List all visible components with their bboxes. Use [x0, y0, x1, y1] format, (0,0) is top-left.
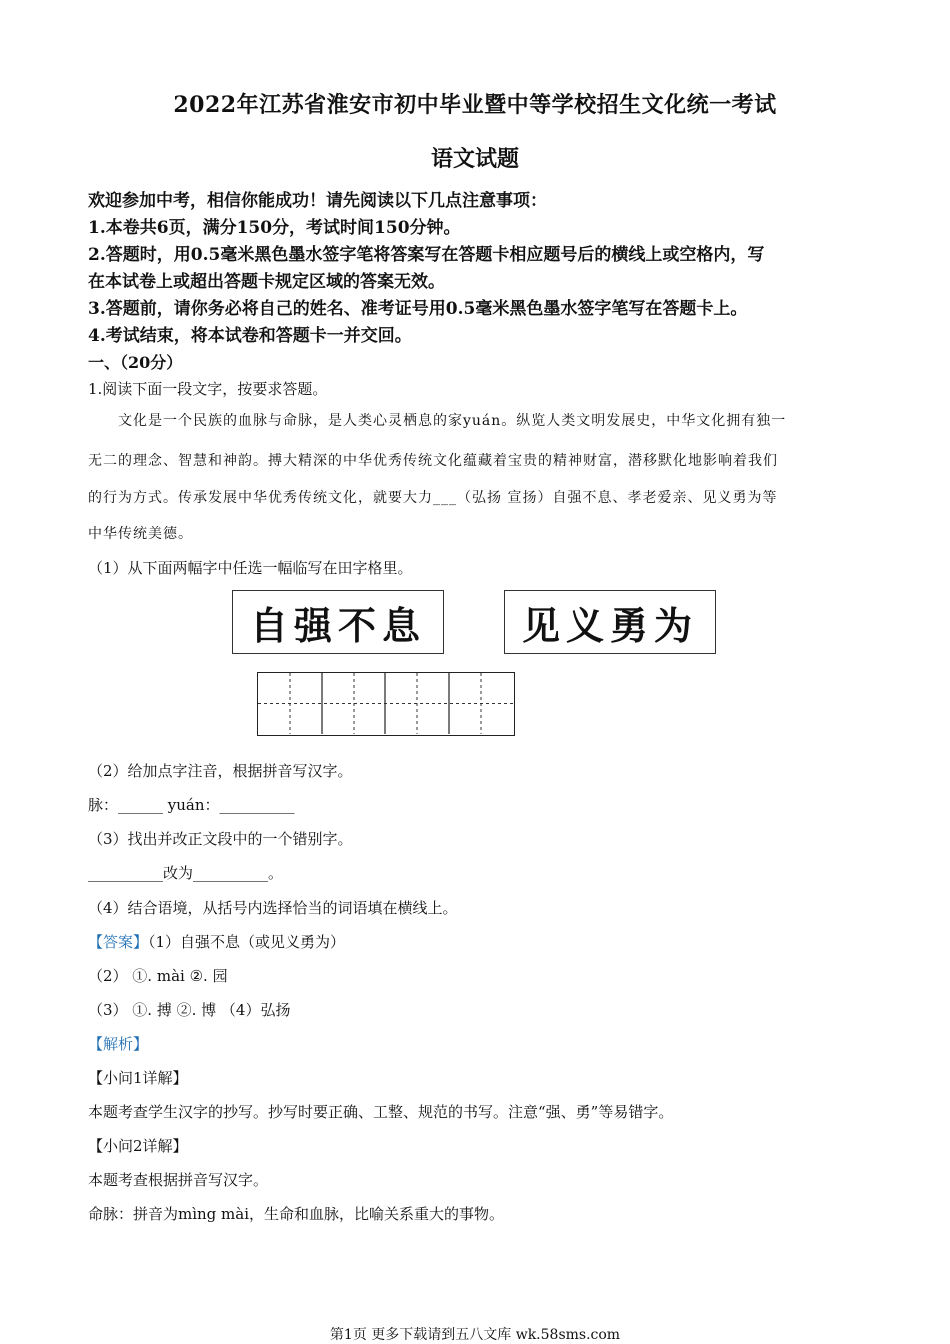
note-item-2b: 在本试卷上或超出答题卡规定区域的答案无效。	[88, 272, 445, 292]
answer-label: 【答案】	[88, 933, 149, 951]
passage-line-1: 文化是一个民族的血脉与命脉，是人类心灵栖息的家yuán。纵览人类文明发展史，中华文化拥有独一	[118, 413, 787, 429]
notes-intro: 欢迎参加中考，相信你能成功！请先阅读以下几点注意事项：	[88, 191, 547, 211]
analysis-paragraph-2: 本题考查根据拼音写汉字。	[88, 1171, 269, 1189]
passage-line-3: 的行为方式。传承发展中华优秀传统文化，就要大力___（弘扬 宣扬）自强不息、孝老爱亲、见义勇为等	[88, 490, 778, 506]
calligraphy-text-left: 自强不息	[249, 602, 426, 648]
page-footer: 第1页 更多下载请到五八文库 wk.58sms.com	[329, 1327, 621, 1343]
note-item-3: 3.答题前，请你务必将自己的姓名、准考证号用0.5毫米黑色墨水签字笔写在答题卡上。	[88, 299, 748, 319]
answer-line-1	[88, 931, 345, 952]
sub-question-2: （2）给加点字注音，根据拼音写汉字。	[88, 762, 353, 780]
calligraphy-text-right: 见义勇为	[521, 602, 698, 648]
note-item-4: 4.考试结束，将本试卷和答题卡一并交回。	[88, 326, 412, 346]
exam-subtitle: 语文试题	[430, 146, 519, 172]
analysis-heading-1: 【小问1详解】	[88, 1069, 188, 1087]
analysis-label: 【解析】	[88, 1035, 149, 1053]
answer-1: （1）自强不息（或见义勇为）	[148, 933, 346, 951]
calligraphy-sample-left	[232, 590, 444, 654]
tianzige-grid	[257, 672, 515, 736]
note-item-2a: 2.答题时，用0.5毫米黑色墨水签字笔将答案写在答题卡相应题号后的横线上或空格内，写	[88, 245, 765, 265]
sub-question-3-blanks: __________改为__________。	[88, 864, 284, 882]
analysis-paragraph-1: 本题考查学生汉字的抄写。抄写时要正确、工整、规范的书写。注意“强、勇”等易错字。	[88, 1103, 674, 1121]
passage-line-4: 中华传统美德。	[88, 526, 193, 542]
answer-3: （3） ①. 搏 ②. 博 （4）弘扬	[88, 1001, 291, 1019]
tianzige-grid-lines	[258, 673, 513, 734]
answer-2: （2） ①. mài ②. 园	[88, 967, 228, 985]
analysis-paragraph-3: 命脉：拼音为mìng mài，生命和血脉，比喻关系重大的事物。	[88, 1205, 505, 1223]
calligraphy-sample-right	[504, 590, 716, 654]
analysis-heading-2: 【小问2详解】	[88, 1137, 188, 1155]
sub-question-2-blanks: 脉：______ yuán：__________	[88, 796, 295, 814]
sub-question-4: （4）结合语境，从括号内选择恰当的词语填在横线上。	[88, 899, 458, 917]
passage-line-2: 无二的理念、智慧和神韵。搏大精深的中华优秀传统文化蕴藏着宝贵的精神财富，潜移默化地影响着我们	[88, 453, 778, 469]
note-item-1: 1.本卷共6页，满分150分，考试时间150分钟。	[88, 218, 461, 238]
sub-question-1: （1）从下面两幅字中任选一幅临写在田字格里。	[88, 559, 413, 577]
question-1: 1.阅读下面一段文字，按要求答题。	[88, 380, 328, 398]
sub-question-3: （3）找出并改正文段中的一个错别字。	[88, 830, 353, 848]
exam-title: 2022年江苏省淮安市初中毕业暨中等学校招生文化统一考试	[173, 92, 777, 118]
section-heading: 一、（20分）	[88, 353, 183, 372]
